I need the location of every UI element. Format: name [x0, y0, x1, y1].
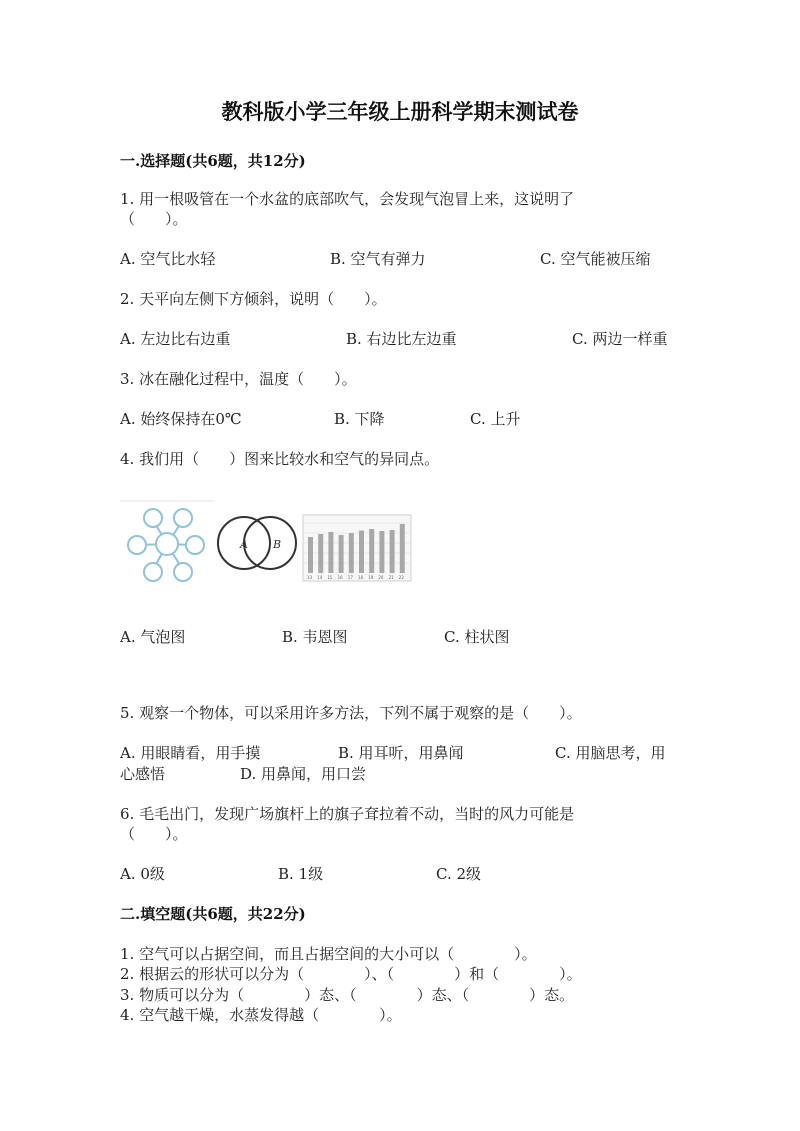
bubble-map-figure	[120, 501, 215, 581]
bar-chart-tick-label: 13	[307, 575, 313, 580]
question-5-option-d: D. 用鼻闻，用口尝	[240, 765, 367, 783]
question-2-option-a: A. 左边比右边重	[120, 330, 231, 348]
bar-chart-bar	[369, 529, 374, 573]
question-3-line-1: 3. 冰在融化过程中，温度（ ）。	[120, 370, 357, 388]
bar-chart-bar	[328, 532, 333, 573]
question-2-option-b: B. 右边比左边重	[346, 330, 457, 348]
question-6-option-c: C. 2级	[436, 865, 482, 883]
question-3-option-b: B. 下降	[334, 410, 385, 428]
fill-blank-item-1: 1. 空气可以占据空间，而且占据空间的大小可以（ ）。	[120, 945, 537, 963]
page-title: 教科版小学三年级上册科学期末测试卷	[221, 99, 579, 124]
bar-chart-tick-label: 20	[378, 575, 384, 580]
question-1-line-2: （ ）。	[120, 210, 188, 228]
question-5-option-a: A. 用眼睛看，用手摸	[120, 744, 261, 762]
bar-chart-tick-label: 17	[347, 575, 353, 580]
venn-diagram-figure	[218, 517, 296, 569]
section-heading-fill-blank: 二.填空题(共6题，共22分)	[120, 905, 306, 923]
bar-chart-bar	[400, 524, 405, 573]
bar-chart-bar	[308, 537, 313, 573]
question-4-line-1: 4. 我们用（ ）图来比较水和空气的异同点。	[120, 450, 440, 468]
question-5-option-c: C. 用脑思考，用	[555, 744, 666, 762]
bar-chart-tick-label: 18	[358, 575, 364, 580]
bar-chart-tick-label: 14	[317, 575, 323, 580]
bar-chart-tick-label: 16	[337, 575, 343, 580]
question-6-option-a: A. 0级	[120, 865, 165, 883]
fill-blank-item-2: 2. 根据云的形状可以分为（ ）、（ ）和（ ）。	[120, 965, 582, 983]
question-6-option-b: B. 1级	[278, 865, 324, 883]
bar-chart-bar	[379, 531, 384, 573]
question-4-option-c: C. 柱状图	[444, 628, 510, 646]
question-1-option-c: C. 空气能被压缩	[540, 250, 651, 268]
bar-chart-bar	[349, 533, 354, 573]
question-5-option-c-wrap: 心感悟	[120, 765, 166, 783]
bar-chart-bar	[390, 530, 395, 573]
question-6-line-2: （ ）。	[120, 825, 188, 843]
bar-chart-figure	[303, 515, 411, 581]
question-5-line-1: 5. 观察一个物体，可以采用许多方法，下列不属于观察的是（ ）。	[120, 704, 582, 722]
bar-chart-tick-label: 22	[398, 575, 404, 580]
venn-label-a: A	[240, 538, 248, 551]
bar-chart-tick-label: 15	[327, 575, 333, 580]
question-3-option-a: A. 始终保持在0℃	[120, 410, 242, 428]
question-3-option-c: C. 上升	[470, 410, 521, 428]
bar-chart-bar	[318, 534, 323, 573]
fill-blank-item-4: 4. 空气越干燥，水蒸发得越（ ）。	[120, 1006, 402, 1024]
question-5-option-b: B. 用耳听，用鼻闻	[338, 744, 464, 762]
question-1-line-1: 1. 用一根吸管在一个水盆的底部吹气，会发现气泡冒上来，这说明了	[120, 190, 575, 208]
question-4-option-a: A. 气泡图	[120, 628, 186, 646]
fill-blank-item-3: 3. 物质可以分为（ ）态、（ ）态、（ ）态。	[120, 986, 575, 1004]
question-4-option-b: B. 韦恩图	[282, 628, 348, 646]
section-heading-choice: 一.选择题(共6题，共12分)	[120, 152, 306, 170]
bar-chart-bar	[339, 535, 344, 573]
bar-chart-tick-label: 21	[388, 575, 394, 580]
venn-label-b: B	[273, 538, 282, 551]
question-2-option-c: C. 两边一样重	[572, 330, 668, 348]
bar-chart-tick-label: 19	[368, 575, 374, 580]
question-1-option-a: A. 空气比水轻	[120, 250, 216, 268]
bar-chart-bar	[359, 531, 364, 574]
question-6-line-1: 6. 毛毛出门，发现广场旗杆上的旗子耷拉着不动，当时的风力可能是	[120, 805, 575, 823]
question-4-figures	[120, 500, 420, 590]
question-1-option-b: B. 空气有弹力	[330, 250, 426, 268]
question-2-line-1: 2. 天平向左侧下方倾斜，说明（ ）。	[120, 290, 387, 308]
